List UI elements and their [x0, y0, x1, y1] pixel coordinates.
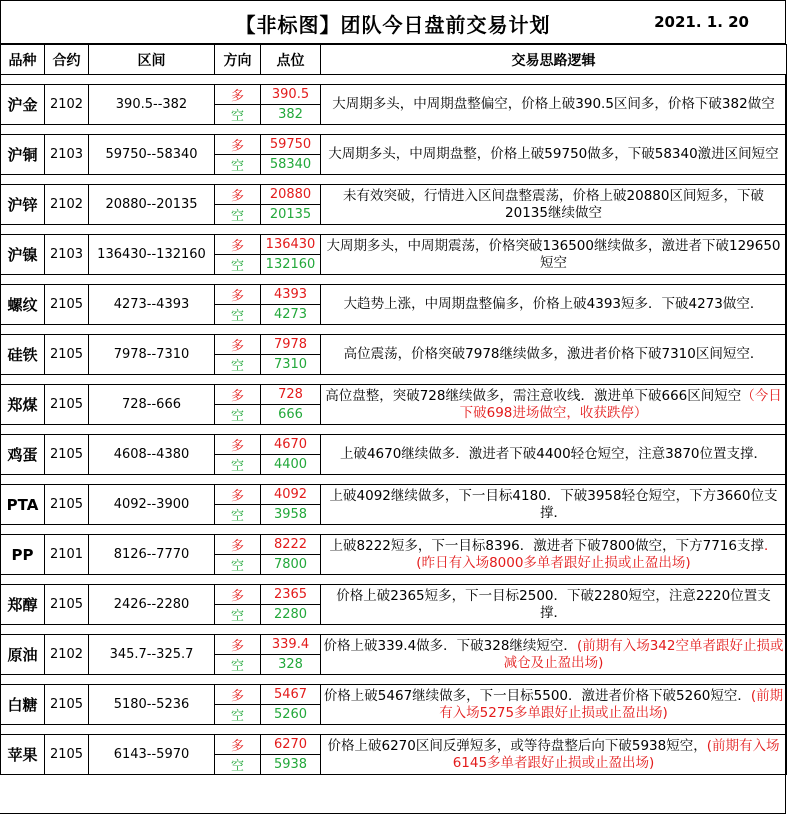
- contract-code: 2102: [45, 85, 89, 125]
- price-range: 4273--4393: [89, 285, 215, 325]
- col-header-level: 点位: [261, 45, 321, 75]
- contract-code: 2102: [45, 185, 89, 225]
- direction-short: 空: [215, 705, 261, 725]
- direction-short: 空: [215, 655, 261, 675]
- contract-code: 2103: [45, 235, 89, 275]
- variety-name: 沪金: [1, 85, 45, 125]
- logic-note: （今日下破698进场做空，收获跌停）: [459, 387, 782, 421]
- table-row: [1, 635, 787, 655]
- logic-text: 未有效突破，行情进入区间盘整震荡，价格上破20880区间短多，下破20135继续做空: [343, 187, 764, 221]
- short-level: 7800: [261, 555, 321, 575]
- price-range: 7978--7310: [89, 335, 215, 375]
- row-gap: [1, 575, 787, 585]
- short-level: 58340: [261, 155, 321, 175]
- price-range: 20880--20135: [89, 185, 215, 225]
- row-gap: [1, 125, 787, 135]
- direction-long: 多: [215, 185, 261, 205]
- table-row: [1, 285, 787, 305]
- row-gap: [1, 375, 787, 385]
- direction-long: 多: [215, 135, 261, 155]
- long-level: 8222: [261, 535, 321, 555]
- long-level: 59750: [261, 135, 321, 155]
- price-range: 4092--3900: [89, 485, 215, 525]
- variety-name: PP: [1, 535, 45, 575]
- col-header-range: 区间: [89, 45, 215, 75]
- col-header-variety: 品种: [1, 45, 45, 75]
- trade-logic: [321, 485, 787, 525]
- variety-name: PTA: [1, 485, 45, 525]
- logic-text: 高位震荡，价格突破7978继续做多，激进者价格下破7310区间短空．: [343, 346, 764, 362]
- variety-name: 原油: [1, 635, 45, 675]
- row-gap: [1, 725, 787, 735]
- trade-logic: [321, 135, 787, 175]
- variety-name: 沪锌: [1, 185, 45, 225]
- trade-logic: [321, 435, 787, 475]
- page-title: 【非标图】团队今日盘前交易计划: [235, 13, 551, 37]
- table-row: [1, 535, 787, 555]
- direction-short: 空: [215, 305, 261, 325]
- trade-logic: [321, 535, 787, 575]
- trade-logic: [321, 635, 787, 675]
- price-range: 4608--4380: [89, 435, 215, 475]
- contract-code: 2105: [45, 435, 89, 475]
- long-level: 390.5: [261, 85, 321, 105]
- price-range: 8126--7770: [89, 535, 215, 575]
- direction-long: 多: [215, 85, 261, 105]
- table-row: [1, 735, 787, 755]
- logic-text: 价格上破6270区间反弹短多，或等待盘整后向下破5938短空，: [327, 737, 707, 754]
- row-gap: [1, 425, 787, 435]
- row-gap: [1, 675, 787, 685]
- short-level: 5938: [261, 755, 321, 775]
- long-level: 728: [261, 385, 321, 405]
- direction-long: 多: [215, 235, 261, 255]
- direction-short: 空: [215, 455, 261, 475]
- direction-short: 空: [215, 605, 261, 625]
- long-level: 4393: [261, 285, 321, 305]
- trading-plan-table: [0, 44, 787, 775]
- contract-code: 2105: [45, 385, 89, 425]
- direction-long: 多: [215, 535, 261, 555]
- short-level: 4400: [261, 455, 321, 475]
- logic-note: (前期有入场342空单者跟好止损或减仓及止盈出场): [503, 637, 784, 671]
- short-level: 2280: [261, 605, 321, 625]
- logic-text: 大周期多头，中周期盘整偏空，价格上破390.5区间多，价格下破382做空: [332, 96, 775, 112]
- table-row: [1, 685, 787, 705]
- direction-short: 空: [215, 505, 261, 525]
- row-gap: [1, 225, 787, 235]
- table-row: [1, 385, 787, 405]
- direction-long: 多: [215, 435, 261, 455]
- long-level: 20880: [261, 185, 321, 205]
- short-level: 20135: [261, 205, 321, 225]
- direction-long: 多: [215, 385, 261, 405]
- direction-short: 空: [215, 205, 261, 225]
- logic-text: 价格上破2365短多，下一目标2500．下破2280短空，注意2220位置支撑．: [336, 587, 771, 621]
- variety-name: 郑煤: [1, 385, 45, 425]
- contract-code: 2105: [45, 285, 89, 325]
- direction-short: 空: [215, 555, 261, 575]
- price-range: 345.7--325.7: [89, 635, 215, 675]
- table-row: [1, 85, 787, 105]
- short-level: 382: [261, 105, 321, 125]
- short-level: 132160: [261, 255, 321, 275]
- direction-short: 空: [215, 255, 261, 275]
- logic-text: 高位盘整，突破728继续做多，需注意收线．激进单下破666区间短空: [325, 387, 742, 404]
- table-row: [1, 485, 787, 505]
- variety-name: 硅铁: [1, 335, 45, 375]
- short-level: 7310: [261, 355, 321, 375]
- table-row: [1, 135, 787, 155]
- direction-short: 空: [215, 105, 261, 125]
- contract-code: 2105: [45, 735, 89, 775]
- col-header-logic: 交易思路逻辑: [321, 45, 787, 75]
- contract-code: 2101: [45, 535, 89, 575]
- direction-long: 多: [215, 685, 261, 705]
- row-gap: [1, 325, 787, 335]
- contract-code: 2102: [45, 635, 89, 675]
- trade-logic: [321, 685, 787, 725]
- contract-code: 2105: [45, 485, 89, 525]
- direction-long: 多: [215, 735, 261, 755]
- row-gap: [1, 75, 787, 85]
- direction-long: 多: [215, 485, 261, 505]
- direction-short: 空: [215, 355, 261, 375]
- variety-name: 白糖: [1, 685, 45, 725]
- logic-note: (前期有入场5275多单跟好止损或止盈出场): [439, 687, 784, 721]
- table-row: [1, 335, 787, 355]
- variety-name: 鸡蛋: [1, 435, 45, 475]
- direction-long: 多: [215, 585, 261, 605]
- long-level: 4670: [261, 435, 321, 455]
- price-range: 5180--5236: [89, 685, 215, 725]
- col-header-contract: 合约: [45, 45, 89, 75]
- price-range: 136430--132160: [89, 235, 215, 275]
- logic-note: ．(昨日有入场8000多单者跟好止损或止盈出场): [416, 537, 778, 571]
- trade-logic: [321, 235, 787, 275]
- short-level: 328: [261, 655, 321, 675]
- trade-logic: [321, 735, 787, 775]
- direction-short: 空: [215, 405, 261, 425]
- contract-code: 2103: [45, 135, 89, 175]
- table-row: [1, 185, 787, 205]
- logic-text: 大趋势上涨，中周期盘整偏多，价格上破4393短多．下破4273做空．: [343, 296, 764, 312]
- row-gap: [1, 275, 787, 285]
- col-header-direction: 方向: [215, 45, 261, 75]
- plan-date: 2021. 1. 20: [654, 13, 749, 31]
- short-level: 5260: [261, 705, 321, 725]
- title-bar: [0, 0, 786, 44]
- table-row: [1, 435, 787, 455]
- row-gap: [1, 625, 787, 635]
- long-level: 5467: [261, 685, 321, 705]
- logic-text: 价格上破5467继续做多，下一目标5500．激进者价格下破5260短空．: [323, 687, 751, 704]
- long-level: 7978: [261, 335, 321, 355]
- long-level: 4092: [261, 485, 321, 505]
- contract-code: 2105: [45, 585, 89, 625]
- variety-name: 郑醇: [1, 585, 45, 625]
- variety-name: 苹果: [1, 735, 45, 775]
- contract-code: 2105: [45, 685, 89, 725]
- price-range: 59750--58340: [89, 135, 215, 175]
- long-level: 136430: [261, 235, 321, 255]
- logic-text: 大周期多头，中周期盘整，价格上破59750做多，下破58340激进区间短空: [328, 146, 779, 162]
- variety-name: 沪镍: [1, 235, 45, 275]
- long-level: 2365: [261, 585, 321, 605]
- direction-short: 空: [215, 755, 261, 775]
- direction-long: 多: [215, 335, 261, 355]
- trade-logic: [321, 185, 787, 225]
- short-level: 3958: [261, 505, 321, 525]
- price-range: 390.5--382: [89, 85, 215, 125]
- long-level: 6270: [261, 735, 321, 755]
- contract-code: 2105: [45, 335, 89, 375]
- short-level: 4273: [261, 305, 321, 325]
- variety-name: 沪铜: [1, 135, 45, 175]
- direction-long: 多: [215, 635, 261, 655]
- table-row: [1, 585, 787, 605]
- trade-logic: [321, 585, 787, 625]
- direction-long: 多: [215, 285, 261, 305]
- price-range: 6143--5970: [89, 735, 215, 775]
- logic-text: 上破8222短多，下一目标8396．激进者下破7800做空，下方7716支撑: [329, 537, 764, 554]
- logic-text: 上破4092继续做多，下一目标4180．下破3958轻仓短空，下方3660位支撑．: [329, 487, 778, 521]
- long-level: 339.4: [261, 635, 321, 655]
- price-range: 728--666: [89, 385, 215, 425]
- table-row: [1, 235, 787, 255]
- logic-text: 上破4670继续做多．激进者下破4400轻仓短空，注意3870位置支撑．: [339, 446, 768, 462]
- logic-note: (前期有入场6145多单者跟好止损或止盈出场): [452, 737, 780, 771]
- short-level: 666: [261, 405, 321, 425]
- row-gap: [1, 525, 787, 535]
- row-gap: [1, 175, 787, 185]
- trade-logic: [321, 335, 787, 375]
- header-row: [1, 45, 787, 75]
- price-range: 2426--2280: [89, 585, 215, 625]
- row-gap: [1, 475, 787, 485]
- trade-logic: [321, 85, 787, 125]
- variety-name: 螺纹: [1, 285, 45, 325]
- trade-logic: [321, 285, 787, 325]
- logic-text: 大周期多头，中周期震荡，价格突破136500继续做多，激进者下破129650短空: [326, 237, 781, 271]
- trade-logic: [321, 385, 787, 425]
- logic-text: 价格上破339.4做多．下破328继续短空．: [323, 637, 577, 654]
- direction-short: 空: [215, 155, 261, 175]
